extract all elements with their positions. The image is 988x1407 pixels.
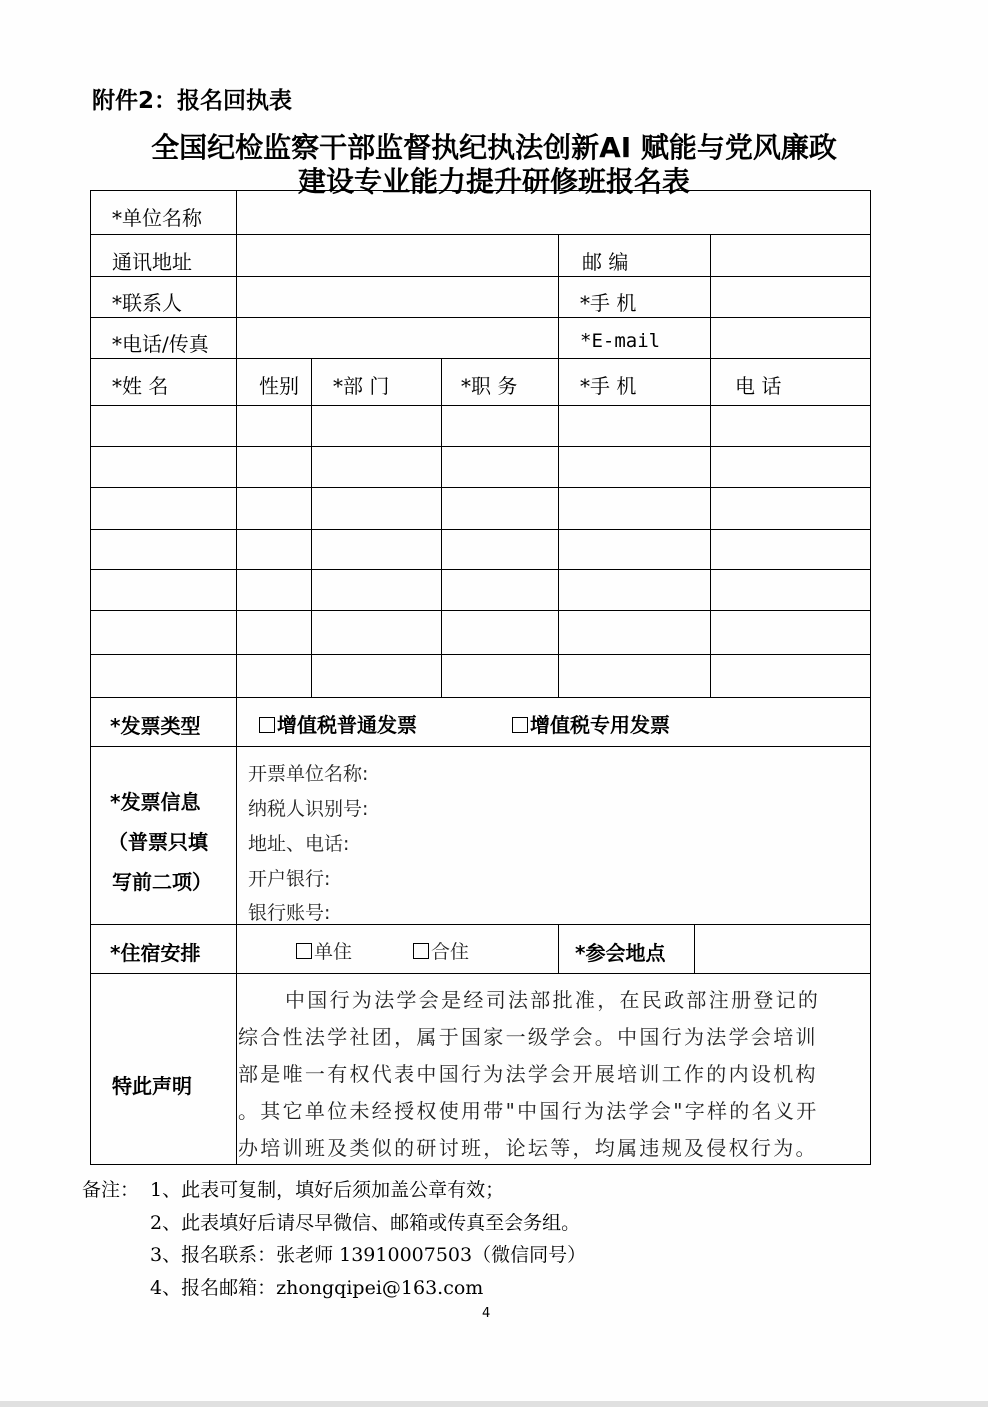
- invoice-info-label-line1: *发票信息: [110, 790, 201, 814]
- invoice-field-company[interactable]: 开票单位名称:: [248, 763, 369, 785]
- statement-line-4: 。其它单位未经授权使用带"中国行为法学会"字样的名义开: [238, 1099, 819, 1123]
- attendee-name-field[interactable]: [93, 657, 233, 694]
- attendee-position-field[interactable]: [444, 408, 555, 443]
- notes-prefix: 备注：: [82, 1179, 140, 1201]
- attendee-phone-field[interactable]: [713, 613, 867, 651]
- contact-label: *联系人: [112, 291, 182, 315]
- email-field[interactable]: [714, 321, 868, 356]
- attendee-position-field[interactable]: [444, 613, 555, 651]
- venue-field[interactable]: [698, 928, 868, 971]
- invoice-field-tax-id[interactable]: 纳税人识别号:: [248, 798, 369, 820]
- attendee-gender-field[interactable]: [239, 657, 308, 694]
- attendee-department-field[interactable]: [314, 449, 438, 484]
- attendee-header-gender: 性别: [259, 374, 299, 398]
- attendee-department-field[interactable]: [314, 572, 438, 607]
- invoice-field-account[interactable]: 银行账号:: [248, 902, 331, 924]
- checkbox-icon: [296, 943, 312, 959]
- page-number: 4: [482, 1306, 491, 1321]
- attendee-header-department: *部 门: [333, 374, 390, 398]
- note-item-2: 2、此表填好后请尽早微信、邮箱或传真至会务组。: [150, 1212, 581, 1234]
- checkbox-icon: [512, 717, 528, 733]
- invoice-type-label: *发票类型: [110, 714, 201, 738]
- postcode-field[interactable]: [714, 238, 868, 274]
- address-label: 通讯地址: [112, 250, 192, 274]
- attendee-phone-field[interactable]: [713, 449, 867, 484]
- invoice-info-label-line3: 写前二项）: [112, 870, 212, 894]
- phone-fax-field[interactable]: [240, 321, 556, 356]
- attendee-mobile-field[interactable]: [561, 449, 707, 484]
- attendee-phone-field[interactable]: [713, 490, 867, 526]
- attendee-mobile-field[interactable]: [561, 613, 707, 651]
- attendee-department-field[interactable]: [314, 657, 438, 694]
- attendee-name-field[interactable]: [93, 490, 233, 526]
- statement-line-2: 综合性法学社团，属于国家一级学会。中国行为法学会培训: [238, 1025, 818, 1049]
- viewer-bottom-bar: [0, 1401, 988, 1407]
- lodging-option-shared-label: 合住: [431, 941, 470, 963]
- invoice-field-bank[interactable]: 开户银行:: [248, 868, 331, 890]
- attendee-mobile-field[interactable]: [561, 408, 707, 443]
- attachment-label: 附件2：报名回执表: [92, 88, 293, 114]
- note-item-4: 4、报名邮箱：zhongqipei@163.com: [150, 1277, 484, 1299]
- postcode-label: 邮 编: [582, 250, 629, 274]
- attendee-position-field[interactable]: [444, 657, 555, 694]
- attendee-header-name: *姓 名: [112, 374, 169, 398]
- statement-line-3: 部是唯一有权代表中国行为法学会开展培训工作的内设机构: [238, 1062, 818, 1086]
- note-item-1: 1、此表可复制，填好后须加盖公章有效；: [150, 1179, 505, 1201]
- invoice-option-ordinary[interactable]: [259, 709, 417, 738]
- form-title-line1: 全国纪检监察干部监督执纪执法创新AI 赋能与党风廉政: [151, 131, 837, 164]
- lodging-option-shared[interactable]: [413, 937, 469, 964]
- note-item-3: 3、报名联系：张老师 13910007503（微信同号）: [150, 1244, 587, 1266]
- unit-name-field[interactable]: [240, 194, 868, 232]
- attendee-position-field[interactable]: [444, 490, 555, 526]
- lodging-option-single[interactable]: [296, 937, 352, 964]
- attendee-department-field[interactable]: [314, 532, 438, 566]
- invoice-info-label-line2: （普票只填: [108, 830, 208, 854]
- checkbox-icon: [413, 943, 429, 959]
- attendee-position-field[interactable]: [444, 572, 555, 607]
- attendee-name-field[interactable]: [93, 613, 233, 651]
- attendee-gender-field[interactable]: [239, 490, 308, 526]
- attendee-gender-field[interactable]: [239, 408, 308, 443]
- attendee-gender-field[interactable]: [239, 572, 308, 607]
- attendee-position-field[interactable]: [444, 449, 555, 484]
- attendee-phone-field[interactable]: [713, 572, 867, 607]
- phone-fax-label: *电话/传真: [112, 332, 209, 356]
- statement-line-5: 办培训班及类似的研讨班，论坛等，均属违规及侵权行为。: [238, 1136, 818, 1160]
- attendee-mobile-field[interactable]: [561, 657, 707, 694]
- attendee-department-field[interactable]: [314, 490, 438, 526]
- lodging-option-single-label: 单住: [314, 941, 353, 963]
- contact-field[interactable]: [240, 280, 556, 315]
- statement-label: 特此声明: [112, 1074, 192, 1098]
- contact-mobile-field[interactable]: [714, 280, 868, 315]
- invoice-option-ordinary-label: 增值税普通发票: [277, 713, 417, 737]
- attendee-gender-field[interactable]: [239, 532, 308, 566]
- attendee-position-field[interactable]: [444, 532, 555, 566]
- contact-mobile-label: *手 机: [580, 291, 637, 315]
- attendee-phone-field[interactable]: [713, 408, 867, 443]
- attendee-department-field[interactable]: [314, 408, 438, 443]
- attendee-gender-field[interactable]: [239, 613, 308, 651]
- attendee-header-position: *职 务: [461, 374, 518, 398]
- address-field[interactable]: [240, 238, 556, 274]
- invoice-option-special[interactable]: [512, 709, 670, 738]
- attendee-mobile-field[interactable]: [561, 490, 707, 526]
- attendee-mobile-field[interactable]: [561, 532, 707, 566]
- attendee-department-field[interactable]: [314, 613, 438, 651]
- attendee-name-field[interactable]: [93, 408, 233, 443]
- form-title-line2: 建设专业能力提升研修班报名表: [297, 165, 690, 198]
- statement-line-1: 中国行为法学会是经司法部批准，在民政部注册登记的: [285, 988, 821, 1012]
- venue-label: *参会地点: [575, 941, 666, 965]
- invoice-field-address-phone[interactable]: 地址、电话:: [248, 833, 350, 855]
- attendee-phone-field[interactable]: [713, 657, 867, 694]
- email-label: *E-mail: [580, 330, 661, 352]
- unit-name-label: *单位名称: [112, 206, 202, 230]
- checkbox-icon: [259, 717, 275, 733]
- attendee-header-mobile: *手 机: [580, 374, 637, 398]
- attendee-name-field[interactable]: [93, 572, 233, 607]
- attendee-name-field[interactable]: [93, 449, 233, 484]
- attendee-gender-field[interactable]: [239, 449, 308, 484]
- lodging-label: *住宿安排: [110, 941, 201, 965]
- attendee-mobile-field[interactable]: [561, 572, 707, 607]
- invoice-option-special-label: 增值税专用发票: [530, 713, 670, 737]
- attendee-phone-field[interactable]: [713, 532, 867, 566]
- attendee-name-field[interactable]: [93, 532, 233, 566]
- attendee-header-phone: 电 话: [735, 374, 782, 398]
